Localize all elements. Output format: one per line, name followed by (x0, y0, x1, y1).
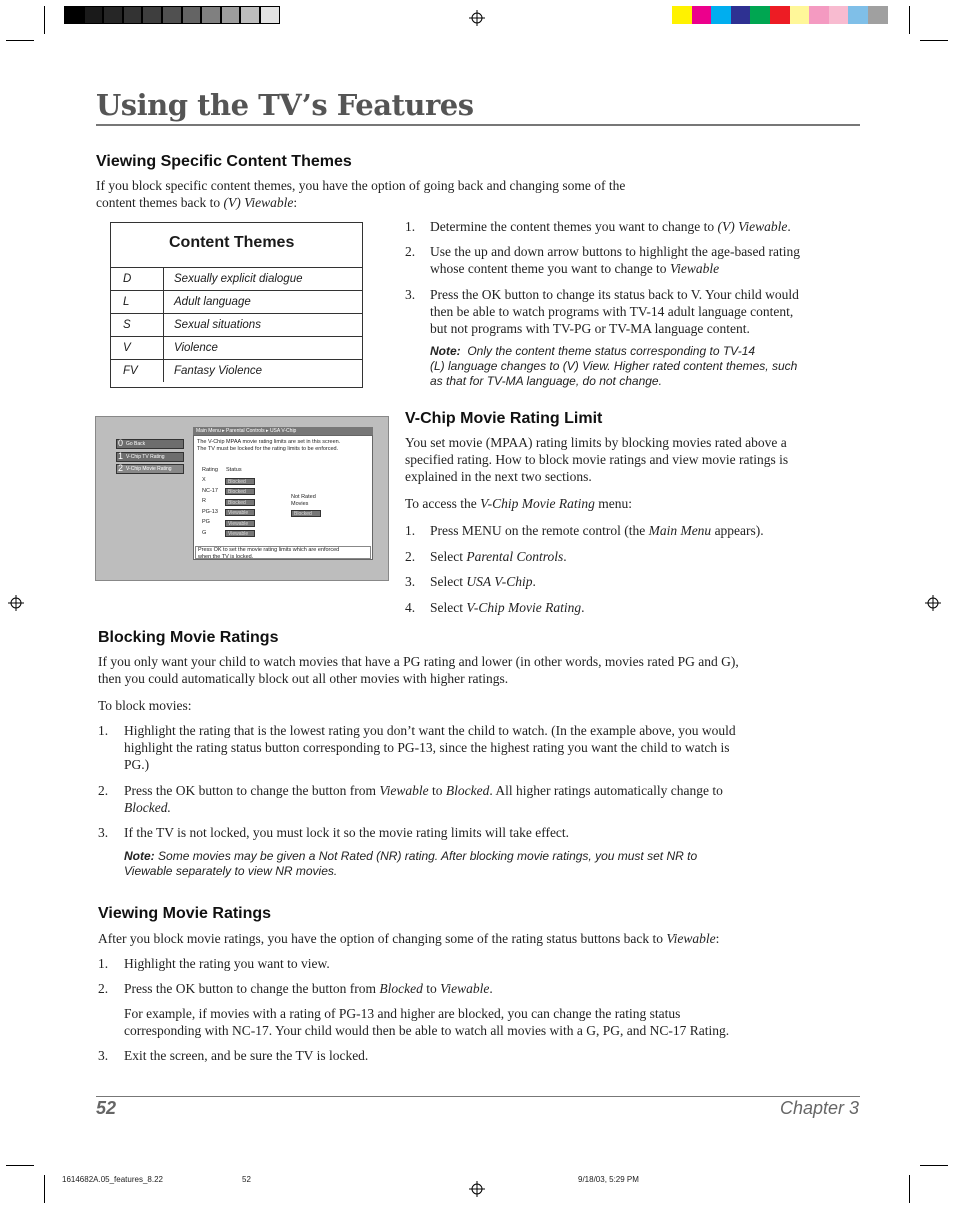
gray-swatch (64, 6, 84, 24)
color-swatch (672, 6, 692, 24)
section3-step3-number: 3. (98, 825, 109, 840)
section3-step2: Press the OK button to change the button from Viewable to Blocked. All higher ratings automatically change to Blocked. (124, 783, 723, 815)
section3-paragraph-line: If you only want your child to watch movies that have a PG rating and lower (in other words, movies rated PG and G), (98, 654, 739, 669)
section2-step-text: Press MENU on the remote control (the (430, 523, 649, 538)
gray-swatch (240, 6, 260, 24)
section1-step-line: but not programs with TV-PG or TV-MA language content. (430, 321, 750, 336)
crop-mark (909, 1175, 910, 1203)
content-theme-code: L (123, 296, 130, 308)
section2-step-number: 4. (405, 599, 416, 615)
content-theme-row (111, 290, 362, 313)
screen-rating-status: Viewable (225, 520, 255, 527)
gray-swatch (103, 6, 123, 24)
screen-rating-status: Blocked (225, 499, 255, 506)
section4-step2-number: 2. (98, 981, 109, 996)
section-heading-blocking: Blocking Movie Ratings (98, 629, 279, 646)
registration-mark-icon (8, 595, 24, 611)
page-title: Using the TV’s Features (96, 88, 474, 122)
content-themes-table-title: Content Themes (169, 234, 295, 251)
section2-paragraph-line: You set movie (MPAA) rating limits by blocking movies rated above a (405, 435, 787, 450)
section1-step (430, 286, 799, 337)
crop-mark (6, 1165, 34, 1166)
section2-step-number: 3. (405, 574, 416, 589)
section1-step-line: Use the up and down arrow buttons to highlight the age-based rating (430, 244, 801, 259)
color-swatch (848, 6, 868, 24)
screen-nr-status: Blocked (291, 510, 321, 517)
screen-help: Press OK to set the movie rating limits which are enforced when the TV is locked. (195, 546, 371, 559)
section3-step3: If the TV is not locked, you must lock it so the movie rating limits will take effect. (124, 825, 570, 840)
registration-mark-icon (469, 10, 485, 26)
screen-rating-status: Viewable (225, 530, 255, 537)
gray-swatch (142, 6, 162, 24)
section1-step-number: 1. (405, 219, 416, 234)
section2-step-text: . (532, 574, 536, 589)
section2-step-menu-name: Parental Controls (466, 548, 564, 564)
content-theme-description: Sexual situations (174, 319, 261, 331)
registration-mark-icon (469, 1181, 485, 1197)
screen-col-rating: Rating (202, 467, 218, 473)
footer-rule (96, 1096, 860, 1097)
section2-paragraph-line: explained in the next two sections. (405, 469, 592, 484)
section3-step1-line: highlight the rating status button corresponding to PG-13, since the highest rating you want the child to watch is (124, 740, 730, 755)
section4-step1-number: 1. (98, 956, 109, 971)
content-theme-description: Adult language (174, 296, 251, 308)
section1-step (430, 218, 791, 235)
section3-step1-line: PG.) (124, 757, 150, 772)
content-themes-table (110, 222, 363, 388)
section1-note: Note: Only the content theme status corresponding to TV-14 (L) language changes to (V) View. Higher rated content themes, such as that for TV-MA language, do not change. (430, 344, 798, 388)
section2-step-text: . (581, 599, 585, 615)
registration-mark-icon (925, 595, 941, 611)
slug-file: 1614682A.05_features_8.22 (62, 1175, 163, 1184)
section1-step-line: Determine the content themes you want to change to (V) Viewable. (430, 219, 791, 234)
screen-nr-label: Not Rated Movies (291, 494, 316, 507)
gray-swatch (201, 6, 221, 24)
section2-step-text: Select (430, 574, 467, 589)
section2-step-text: Select (430, 548, 467, 564)
section2-step-text: . (563, 548, 567, 564)
table-divider (163, 314, 164, 336)
section2-step-text: appears). (711, 523, 764, 538)
color-swatch (770, 6, 790, 24)
color-swatch (711, 6, 731, 24)
content-theme-row (111, 336, 362, 359)
section3-step1-line: Highlight the rating that is the lowest rating you don’t want the child to watch. (In the example above, you would (124, 723, 736, 738)
screen-menu-label: V-Chip Movie Rating (126, 466, 172, 472)
crop-mark (44, 6, 45, 34)
screen-menu-label: Go Back (126, 441, 146, 447)
screen-rating-status: Viewable (225, 509, 255, 516)
section3-step2-number: 2. (98, 783, 109, 798)
table-divider (163, 337, 164, 359)
content-theme-row (111, 267, 362, 290)
section4-step1: Highlight the rating you want to view. (124, 956, 330, 971)
vchip-movie-rating-screenshot (95, 416, 389, 581)
crop-mark (920, 40, 948, 41)
section2-paragraph (405, 434, 788, 485)
section4-step3-number: 3. (98, 1048, 109, 1063)
gray-swatch (260, 6, 280, 24)
section-heading-content-themes: Viewing Specific Content Themes (96, 153, 352, 170)
table-divider (163, 360, 164, 382)
section3-to-block: To block movies: (98, 698, 192, 713)
section2-access: To access the V-Chip Movie Rating menu: (405, 496, 633, 511)
content-theme-code: S (123, 319, 131, 331)
crop-mark (6, 40, 34, 41)
section1-step-number: 2. (405, 244, 416, 259)
screen-rating-label: X (202, 477, 206, 483)
screen-rating-label: PG (202, 519, 210, 525)
gray-swatch (162, 6, 182, 24)
section3-step1-number: 1. (98, 723, 109, 738)
section2-step (430, 548, 567, 565)
screen-menu-number: 0 (118, 438, 124, 448)
section2-step (430, 599, 584, 616)
color-swatch (829, 6, 849, 24)
section2-step-menu-name: Main Menu (648, 523, 712, 538)
screen-menu-item (116, 439, 184, 449)
crop-mark (909, 6, 910, 34)
section1-step-line: then be able to watch programs with TV-14 adult language content, (430, 304, 794, 319)
color-swatch (809, 6, 829, 24)
content-theme-description: Violence (174, 342, 218, 354)
section4-example (124, 1005, 729, 1039)
content-theme-description: Sexually explicit dialogue (174, 273, 303, 285)
color-swatch (790, 6, 810, 24)
section3-note: Note: Some movies may be given a Not Rated (NR) rating. After blocking movie ratings, you must set NR to Viewable separately to view NR movies. (124, 849, 698, 878)
section4-step3: Exit the screen, and be sure the TV is locked. (124, 1048, 369, 1063)
section2-paragraph-line: specified rating. How to block movie ratings and view movie ratings is (405, 452, 789, 467)
section-heading-viewing: Viewing Movie Ratings (98, 905, 272, 922)
content-theme-row (111, 359, 362, 382)
table-divider (163, 268, 164, 290)
crop-mark (44, 1175, 45, 1203)
screen-menu-item (116, 464, 184, 474)
color-swatch (731, 6, 751, 24)
gray-swatch (123, 6, 143, 24)
section3-step1 (124, 722, 736, 773)
slug-date: 9/18/03, 5:29 PM (578, 1175, 639, 1184)
screen-info: The V-Chip MPAA movie rating limits are set in this screen. The TV must be locked for the rating limits to be enforced. (197, 439, 341, 452)
section-heading-vchip-limit: V-Chip Movie Rating Limit (405, 410, 603, 427)
section3-paragraph-line: then you could automatically block out all other movies with higher ratings. (98, 671, 509, 686)
content-theme-description: Fantasy Violence (174, 365, 263, 377)
section2-step (430, 522, 764, 539)
section4-example-line: corresponding with NC-17. Your child would then be able to watch all movies with a G, PG, and NC-17 Rating. (124, 1023, 730, 1038)
screen-panel (193, 435, 373, 560)
section1-step (430, 243, 800, 277)
gray-swatch (221, 6, 241, 24)
page-number: 52 (96, 1098, 117, 1118)
section1-step-number: 3. (405, 287, 416, 302)
screen-rating-status: Blocked (225, 488, 255, 495)
table-divider (163, 291, 164, 313)
slug-page: 52 (242, 1175, 251, 1184)
screen-rating-label: G (202, 529, 207, 536)
screen-rating-label: PG-13 (202, 508, 218, 515)
gray-swatch (182, 6, 202, 24)
screen-menu-number: 1 (118, 450, 124, 461)
content-themes-rows (111, 267, 362, 382)
color-swatch (868, 6, 888, 24)
content-theme-code: FV (123, 365, 138, 377)
screen-breadcrumb: Main Menu ▸ Parental Controls ▸ USA V-Chip (193, 427, 373, 435)
section1-intro: If you block specific content themes, you have the option of going back and changing some of the content themes back to (V) Viewable: (96, 178, 626, 210)
screen-menu-number: 2 (118, 463, 124, 473)
section2-step-number: 1. (405, 523, 416, 538)
section2-step (430, 573, 536, 590)
content-theme-row (111, 313, 362, 336)
section4-example-line: For example, if movies with a rating of PG-13 and higher are blocked, you can change the rating status (124, 1006, 681, 1021)
section2-step-text: Select (430, 599, 467, 615)
color-swatch (750, 6, 770, 24)
screen-menu-item (116, 452, 184, 462)
screen-col-status: Status (226, 467, 242, 473)
title-rule (96, 124, 860, 126)
screen-rating-label: NC-17 (202, 487, 218, 494)
gray-swatch (84, 6, 104, 24)
content-theme-code: V (123, 342, 131, 354)
section2-step-menu-name: USA V-Chip (466, 574, 533, 589)
section3-paragraph (98, 653, 739, 687)
color-swatch (692, 6, 712, 24)
section4-step2: Press the OK button to change the button from Blocked to Viewable. (124, 981, 493, 996)
section4-paragraph: After you block movie ratings, you have the option of changing some of the rating status buttons back to Viewable: (98, 931, 720, 946)
section2-step-number: 2. (405, 548, 416, 564)
content-theme-code: D (123, 273, 132, 285)
chapter-label: Chapter 3 (780, 1098, 860, 1118)
section1-step-line: Press the OK button to change its status back to V. Your child would (430, 287, 799, 302)
section2-step-menu-name: V-Chip Movie Rating (466, 599, 582, 615)
screen-menu-label: V-Chip TV Rating (126, 453, 165, 460)
screen-rating-status: Blocked (225, 478, 255, 485)
section1-step-line: whose content theme you want to change to Viewable (430, 261, 720, 276)
crop-mark (920, 1165, 948, 1166)
screen-rating-label: R (202, 498, 206, 504)
